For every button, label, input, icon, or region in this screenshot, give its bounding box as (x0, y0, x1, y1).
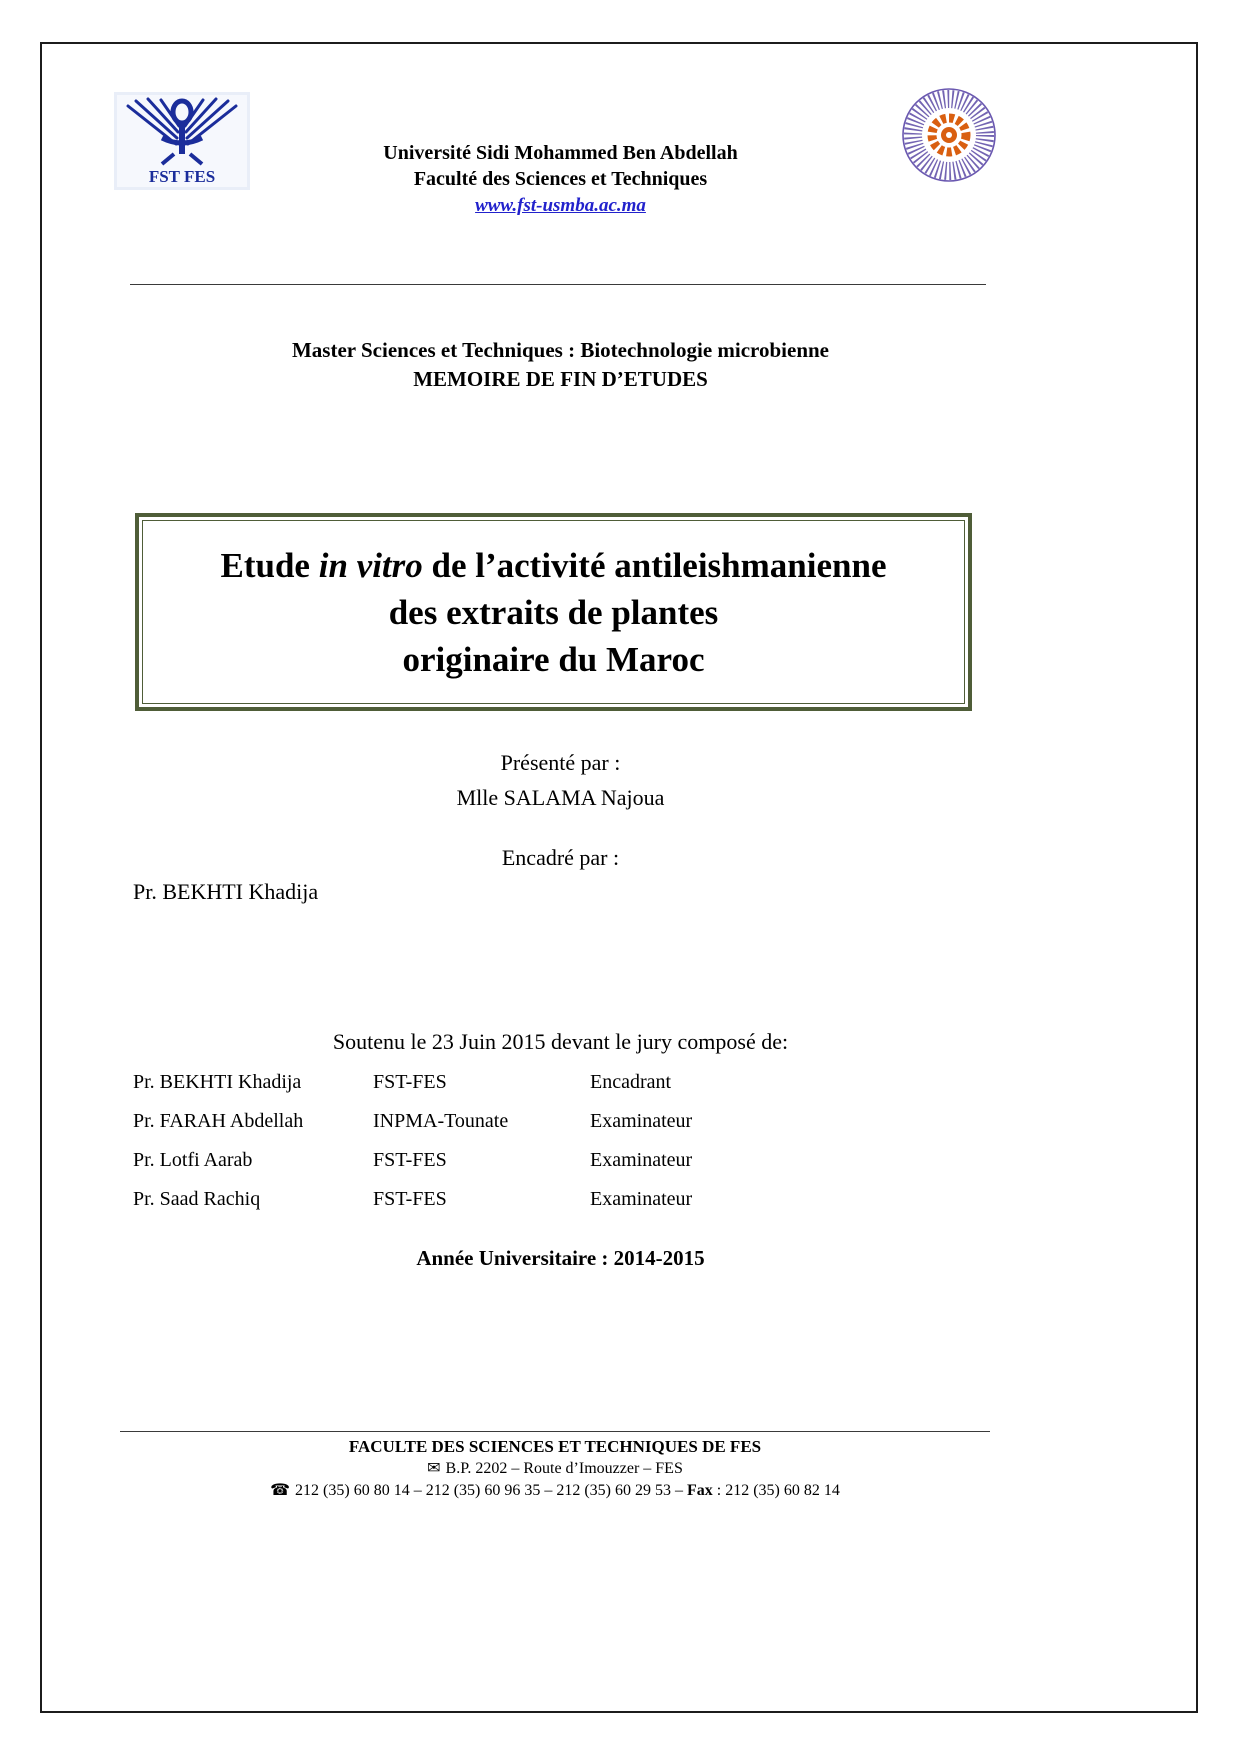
footer (125, 1436, 985, 1502)
jury-member-institution: FST-FES (373, 1149, 447, 1171)
title-italic-part: in vitro (318, 545, 423, 585)
jury-member-name: Pr. Saad Rachiq (133, 1188, 261, 1210)
jury-row (133, 1188, 988, 1227)
jury-member-role: Examinateur (590, 1149, 693, 1171)
website-link[interactable]: www.fst-usmba.ac.ma (475, 195, 646, 216)
jury-member-name: Pr. Lotfi Aarab (133, 1149, 253, 1171)
title-part-1: Etude (220, 545, 319, 585)
supervised-label: Encadré par : (501, 845, 620, 870)
memoire-line: MEMOIRE DE FIN D’ETUDES (413, 367, 708, 391)
jury-member-institution: FST-FES (373, 1071, 447, 1093)
presented-block (133, 745, 988, 815)
university-name: Université Sidi Mohammed Ben Abdellah (383, 142, 738, 164)
title-line-2: des extraits de plantes (388, 592, 719, 632)
jury-member-role: Encadrant (590, 1071, 672, 1093)
footer-address-line (125, 1458, 985, 1480)
footer-phone-line (125, 1480, 985, 1502)
footer-faculty-name: FACULTE DES SCIENCES ET TECHNIQUES DE FES (348, 1437, 762, 1456)
envelope-icon: ✉ (427, 1460, 441, 1477)
header-divider (130, 284, 986, 285)
jury-member-institution: INPMA-Tounate (373, 1110, 509, 1132)
jury-member-role: Examinateur (590, 1110, 693, 1132)
title-line-3: originaire du Maroc (402, 639, 705, 679)
author-name: Mlle SALAMA Najoua (456, 785, 665, 810)
footer-fax-number: : 212 (35) 60 82 14 (712, 1482, 840, 1499)
header (133, 140, 988, 219)
website-link-row (133, 192, 988, 219)
fst-fes-logo-text: FST FES (148, 167, 216, 186)
thesis-title-box-inner (142, 520, 965, 704)
jury-row (133, 1071, 988, 1110)
program-block (133, 336, 988, 394)
footer-phone-numbers: 212 (35) 60 80 14 – 212 (35) 60 96 35 – 212 (35) 60 29 53 – (295, 1482, 687, 1499)
footer-address-text: B.P. 2202 – Route d’Imouzzer – FES (445, 1460, 683, 1477)
footer-fax-label: Fax (687, 1482, 713, 1499)
jury-row (133, 1149, 988, 1188)
jury-member-institution: FST-FES (373, 1188, 447, 1210)
title-part-2: de l’activité antileishmanienne (422, 545, 887, 585)
supervisor-name: Pr. BEKHTI Khadija (133, 879, 319, 904)
defense-intro: Soutenu le 23 Juin 2015 devant le jury composé de: (332, 1029, 789, 1054)
master-line: Master Sciences et Techniques : Biotechnologie microbienne (291, 338, 830, 362)
academic-year: Année Universitaire : 2014-2015 (416, 1246, 705, 1270)
title-line-1 (143, 542, 964, 589)
footer-divider (120, 1431, 990, 1432)
phone-icon: ☎ (270, 1482, 291, 1499)
faculty-name: Faculté des Sciences et Techniques (413, 168, 708, 190)
jury-member-name: Pr. BEKHTI Khadija (133, 1071, 302, 1093)
jury-row (133, 1110, 988, 1149)
jury-list (133, 1071, 988, 1227)
presented-label: Présenté par : (500, 750, 621, 775)
thesis-title-box (135, 513, 972, 711)
jury-member-role: Examinateur (590, 1188, 693, 1210)
jury-member-name: Pr. FARAH Abdellah (133, 1110, 304, 1132)
